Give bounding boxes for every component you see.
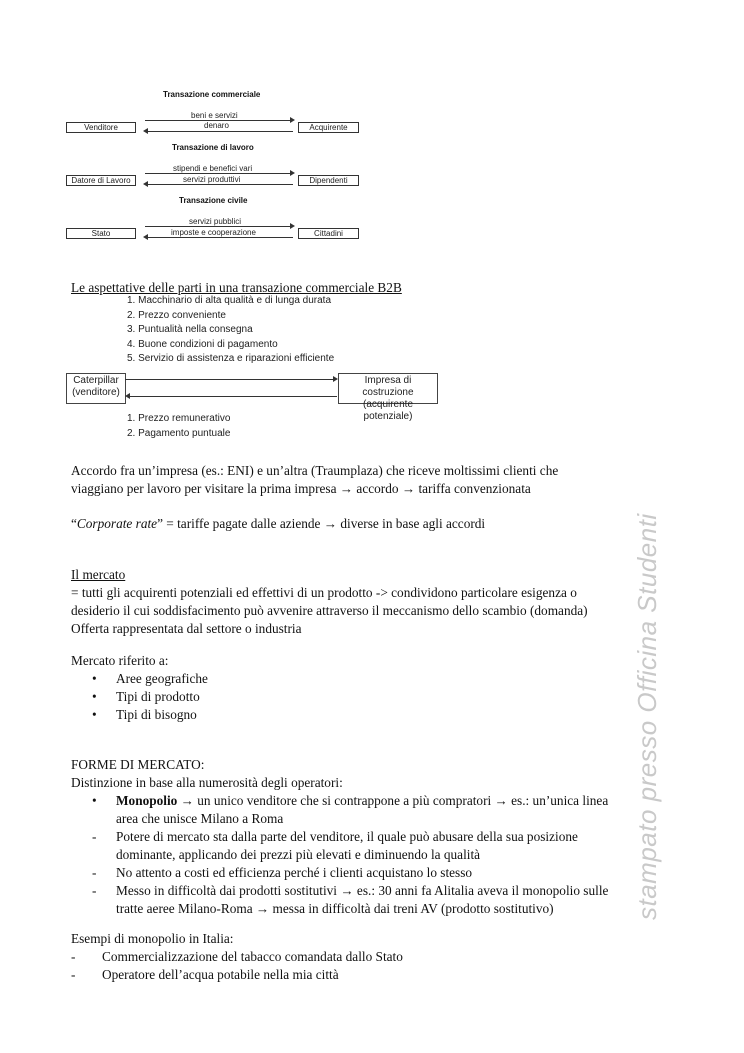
arrow-right-line [145,226,293,227]
bullet-icon: • [92,689,97,704]
box-datore-di-lavoro: Datore di Lavoro [66,175,136,186]
arrowhead-right-icon [290,223,295,229]
box-venditore: Venditore [66,122,136,133]
arrowhead-left-icon [125,393,130,399]
arrowhead-left-icon [143,128,148,134]
transaction-work-title: Transazione di lavoro [172,143,254,152]
list-item [92,670,208,688]
list-item [92,706,208,724]
transaction-commercial-bottom-label: denaro [204,121,229,130]
box-cittadini: Cittadini [298,228,359,239]
monopolio-line-2: area che unisce Milano a Roma [116,811,284,826]
bullet-icon: • [92,671,97,686]
arrow-left-line [148,184,293,185]
dash-item-line: Messo in difficoltà dai prodotti sostitutivi → es.: 30 anni fa Alitalia aveva il monopolio sulle [116,883,609,898]
dash-icon: - [92,829,97,844]
transaction-work-bottom-label: servizi produttivi [183,175,241,184]
b2b-heading: Le aspettative delle parti in una transazione commerciale B2B [71,280,402,295]
transaction-civil-top-label: servizi pubblici [189,217,242,226]
arrowhead-left-icon [143,181,148,187]
arrow-left-line [148,131,293,132]
list-item: 2. Prezzo conveniente [127,309,226,321]
esempi-heading: Esempi di monopolio in Italia: [71,931,234,946]
buyer-expectations-list [127,294,334,367]
dash-icon: - [92,883,97,898]
transaction-commercial-top-label: beni e servizi [191,111,238,120]
bullet-icon: • [92,707,97,722]
dash-icon: - [92,865,97,880]
mercato-line-3: Offerta rappresentata dal settore o industria [71,621,302,636]
arrowhead-right-icon [290,117,295,123]
box-dipendenti: Dipendenti [298,175,359,186]
seller-expectations-list [127,412,230,441]
dash-item-line: Potere di mercato sta dalla parte del venditore, il quale può abusare della sua posizione [116,829,578,844]
list-item-text: Aree geografiche [116,671,208,686]
accordo-line-2: viaggiano per lavoro per visitare la prima impresa → accordo → tariffa convenzionata [71,481,531,496]
list-item [92,688,208,706]
monopolio-item [92,792,712,828]
transaction-work-top-label: stipendi e benefici vari [173,164,253,173]
mercato-riferito: Mercato riferito a: [71,653,169,668]
arrow-right-line [125,379,333,380]
dash-item-line: tratte aeree Milano-Roma → messa in difficoltà dai treni AV (prodotto sostitutivo) [116,901,554,916]
arrowhead-right-icon [290,170,295,176]
mercato-line-1: = tutti gli acquirenti potenziali ed effettivi di un prodotto -> condividono particolare esigenza o [71,585,577,600]
monopolio-line-1: → un unico venditore che si contrappone a più compratori → es.: un’unica linea [177,793,609,808]
dash-item-line: dominante, applicando dei prezzi più elevati e diminuendo la qualità [116,847,481,862]
arrow-right-line [145,173,293,174]
arrow-left-line [148,237,293,238]
seller-box-line2: (venditore) [72,387,120,398]
seller-box-line1: Caterpillar [73,375,119,386]
arrowhead-left-icon [143,234,148,240]
transaction-civil-title: Transazione civile [179,196,248,205]
dash-icon: - [71,949,76,964]
mercato-heading: Il mercato [71,567,126,582]
watermark: stampato presso Officina Studenti [632,513,662,920]
list-item: 2. Pagamento puntuale [127,427,231,439]
bullet-icon: • [92,793,97,808]
dash-item [92,828,712,864]
list-item [71,948,671,966]
dash-item [92,864,712,882]
buyer-box-line1: Impresa di costruzione [362,375,414,398]
box-acquirente: Acquirente [298,122,359,133]
box-caterpillar [66,373,126,404]
dash-item [92,882,712,918]
list-item: 4. Buone condizioni di pagamento [127,338,278,350]
esempi-list [71,948,671,984]
open-quote: “ [71,516,77,531]
corporate-rate-definition: ” = tariffe pagate dalle aziende → diverse in base agli accordi [157,516,486,531]
corporate-rate-line [71,515,485,533]
list-item: 3. Puntualità nella consegna [127,324,253,335]
list-item [71,966,671,984]
accordo-paragraph [71,462,691,498]
list-item-text: Tipi di prodotto [116,689,200,704]
mercato-list [92,670,208,724]
corporate-rate-term: Corporate rate [76,516,158,531]
transaction-commercial-title: Transazione commerciale [163,90,261,99]
mercato-definition [71,584,691,638]
accordo-line-1: Accordo fra un’impresa (es.: ENI) e un’altra (Traumplaza) che riceve moltissimi clienti che [71,463,559,478]
monopolio-term: Monopolio [116,793,178,808]
buyer-box-line2: (acquirente potenziale) [362,399,414,422]
mercato-line-2: desiderio il cui soddisfacimento può avvenire attraverso il meccanismo dello scambio (domanda) [71,603,588,618]
dash-icon: - [71,967,76,982]
list-item-text: Commercializzazione del tabacco comandata dallo Stato [102,949,403,964]
forme-heading: FORME DI MERCATO: [71,757,205,772]
list-item: 1. Prezzo remunerativo [127,413,231,424]
arrow-left-line [130,396,337,397]
forme-intro: Distinzione in base alla numerosità degli operatori: [71,775,343,790]
box-impresa-costruzione [338,373,438,422]
list-item-text: Operatore dell’acqua potabile nella mia città [102,967,339,982]
list-item: 5. Servizio di assistenza e riparazioni efficiente [127,353,335,364]
transaction-civil-bottom-label: imposte e cooperazione [171,228,256,237]
box-stato: Stato [66,228,136,239]
list-item-text: Tipi di bisogno [116,707,197,722]
list-item: 1. Macchinario di alta qualità e di lunga durata [127,295,332,306]
dash-item-line: No attento a costi ed efficienza perché i clienti acquistano lo stesso [116,865,473,880]
